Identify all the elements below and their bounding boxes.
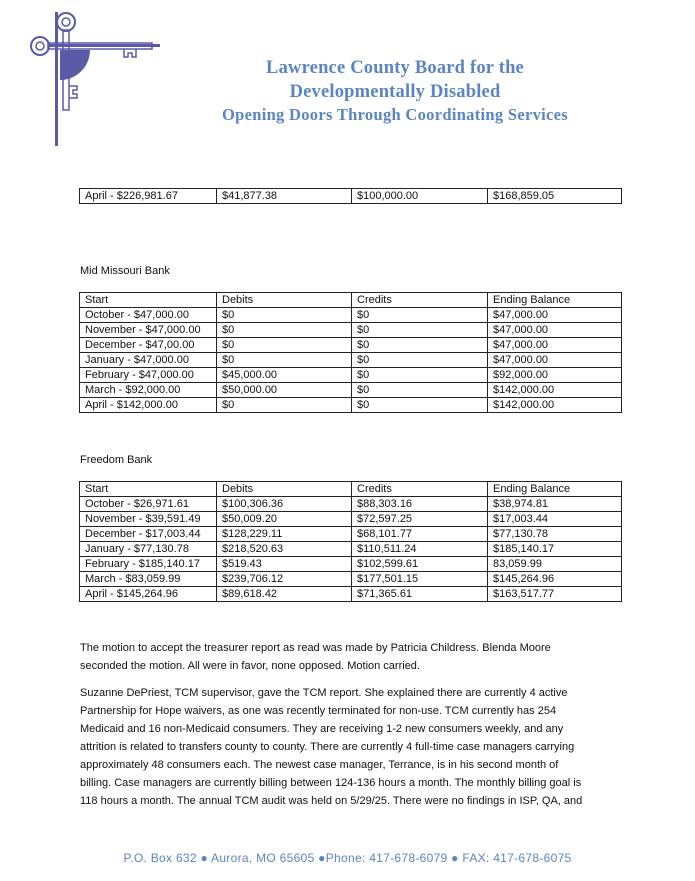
table-row [80,572,622,587]
table-cell: March - $92,000.00 [80,383,217,398]
table-cell: $100,000.00 [352,189,488,204]
table-cell: $163,517.77 [488,587,622,602]
table-cell: $110,511.24 [352,542,488,557]
keys-logo-icon [24,6,164,146]
text-line: 118 hours a month. The annual TCM audit was held on 5/29/25. There were no findings in ISP, QA, and [80,795,583,807]
table-cell: $47,000.00 [488,353,622,368]
table-cell: $0 [352,338,488,353]
column-header: Credits [352,293,488,308]
text-line: seconded the motion. All were in favor, none opposed. Motion carried. [80,660,420,672]
table-cell: $102,599.61 [352,557,488,572]
table-header-row [80,482,622,497]
table-cell: $185,140.17 [488,542,622,557]
column-header: Ending Balance [488,293,622,308]
table-cell: $88,303.16 [352,497,488,512]
table-cell: $45,000.00 [217,368,352,383]
table-cell: $0 [217,353,352,368]
table-cell: $47,000.00 [488,308,622,323]
column-header: Start [80,482,217,497]
table-cell: $89,618.42 [217,587,352,602]
table-cell: November - $47,000.00 [80,323,217,338]
table-cell: $239,706.12 [217,572,352,587]
table-cell: 83,059.99 [488,557,622,572]
table-cell: $0 [352,323,488,338]
column-header: Debits [217,482,352,497]
footer-contact: P.O. Box 632 ● Aurora, MO 65605 ●Phone: 417-678-6079 ● FAX: 417-678-6075 [123,851,572,865]
table-cell: $145,264.96 [488,572,622,587]
table-row [80,368,622,383]
table-cell: $0 [352,308,488,323]
table-row [80,497,622,512]
table-row [80,323,622,338]
table-cell: $128,229.11 [217,527,352,542]
table-cell: April - $142,000.00 [80,398,217,413]
table-cell: $72,597.25 [352,512,488,527]
table-cell: $17,003.44 [488,512,622,527]
table-cell: $0 [217,338,352,353]
table-cell: $168,859.05 [488,189,622,204]
table-row [80,557,622,572]
previous-bank-table [79,188,622,204]
text-line: The motion to accept the treasurer report as read was made by Patricia Childress. Blenda Moore [80,642,551,654]
table-cell: January - $47,000.00 [80,353,217,368]
table-cell: $47,000.00 [488,323,622,338]
table-cell: $68,101.77 [352,527,488,542]
table-cell: $77,130.78 [488,527,622,542]
mid-missouri-table [79,292,622,413]
table-cell: $142,000.00 [488,398,622,413]
table-cell: March - $83,059.99 [80,572,217,587]
table-cell: $47,000.00 [488,338,622,353]
table-cell: $38,974.81 [488,497,622,512]
table-row [80,308,622,323]
column-header: Credits [352,482,488,497]
text-line: Medicaid and 16 non-Medicaid consumers. They are receiving 1-2 new consumers weekly, and any [80,723,564,735]
table-cell: $50,000.00 [217,383,352,398]
table-cell: $0 [352,383,488,398]
table-cell: November - $39,591.49 [80,512,217,527]
text-line: Suzanne DePriest, TCM supervisor, gave the TCM report. She explained there are currently 4 active [80,687,568,699]
table-cell: October - $26,971.61 [80,497,217,512]
org-name-line-2: Developmentally Disabled [289,82,501,102]
table-cell: April - $226,981.67 [80,189,217,204]
table-row [80,398,622,413]
table-cell: December - $47,00.00 [80,338,217,353]
table-cell: January - $77,130.78 [80,542,217,557]
mid-missouri-heading: Mid Missouri Bank [80,265,170,277]
freedom-bank-table [79,481,622,602]
table-row [80,383,622,398]
table-cell: $142,000.00 [488,383,622,398]
column-header: Start [80,293,217,308]
text-line: attrition is related to transfers county to county. There are currently 4 full-time case managers carrying [80,741,575,753]
table-cell: December - $17,003.44 [80,527,217,542]
table-cell: $0 [217,308,352,323]
table-cell: October - $47,000.00 [80,308,217,323]
text-line: billing. Case managers are currently billing between 124-136 hours a month. The monthly billing goal is [80,777,582,789]
table-row [80,338,622,353]
table-cell: $92,000.00 [488,368,622,383]
table-cell: $41,877.38 [217,189,352,204]
table-row [80,542,622,557]
text-line: Partnership for Hope waivers, as one was recently terminated for non-use. TCM currently has 254 [80,705,557,717]
table-cell: $71,365.61 [352,587,488,602]
table-row [80,189,622,204]
table-cell: $218,520.63 [217,542,352,557]
table-cell: February - $47,000.00 [80,368,217,383]
motion-paragraph [80,639,625,675]
table-cell: $100,306.36 [217,497,352,512]
table-row [80,587,622,602]
org-tagline: Opening Doors Through Coordinating Services [221,105,568,124]
tcm-report-paragraph [80,684,625,810]
text-line: approximately 48 consumers each. The newest case manager, Terrance, is in his second month of [80,759,559,771]
table-row [80,527,622,542]
column-header: Ending Balance [488,482,622,497]
table-cell: $0 [217,398,352,413]
table-cell: $177,501.15 [352,572,488,587]
org-logo [24,6,164,146]
table-cell: $50,009.20 [217,512,352,527]
table-cell: February - $185,140.17 [80,557,217,572]
freedom-bank-heading: Freedom Bank [80,454,153,466]
table-header-row [80,293,622,308]
table-cell: $0 [352,398,488,413]
table-cell: $0 [217,323,352,338]
table-cell: $0 [352,368,488,383]
table-row [80,353,622,368]
column-header: Debits [217,293,352,308]
table-cell: $519.43 [217,557,352,572]
table-cell: April - $145,264.96 [80,587,217,602]
org-name-line-1: Lawrence County Board for the [266,58,524,78]
table-cell: $0 [352,353,488,368]
table-row [80,512,622,527]
